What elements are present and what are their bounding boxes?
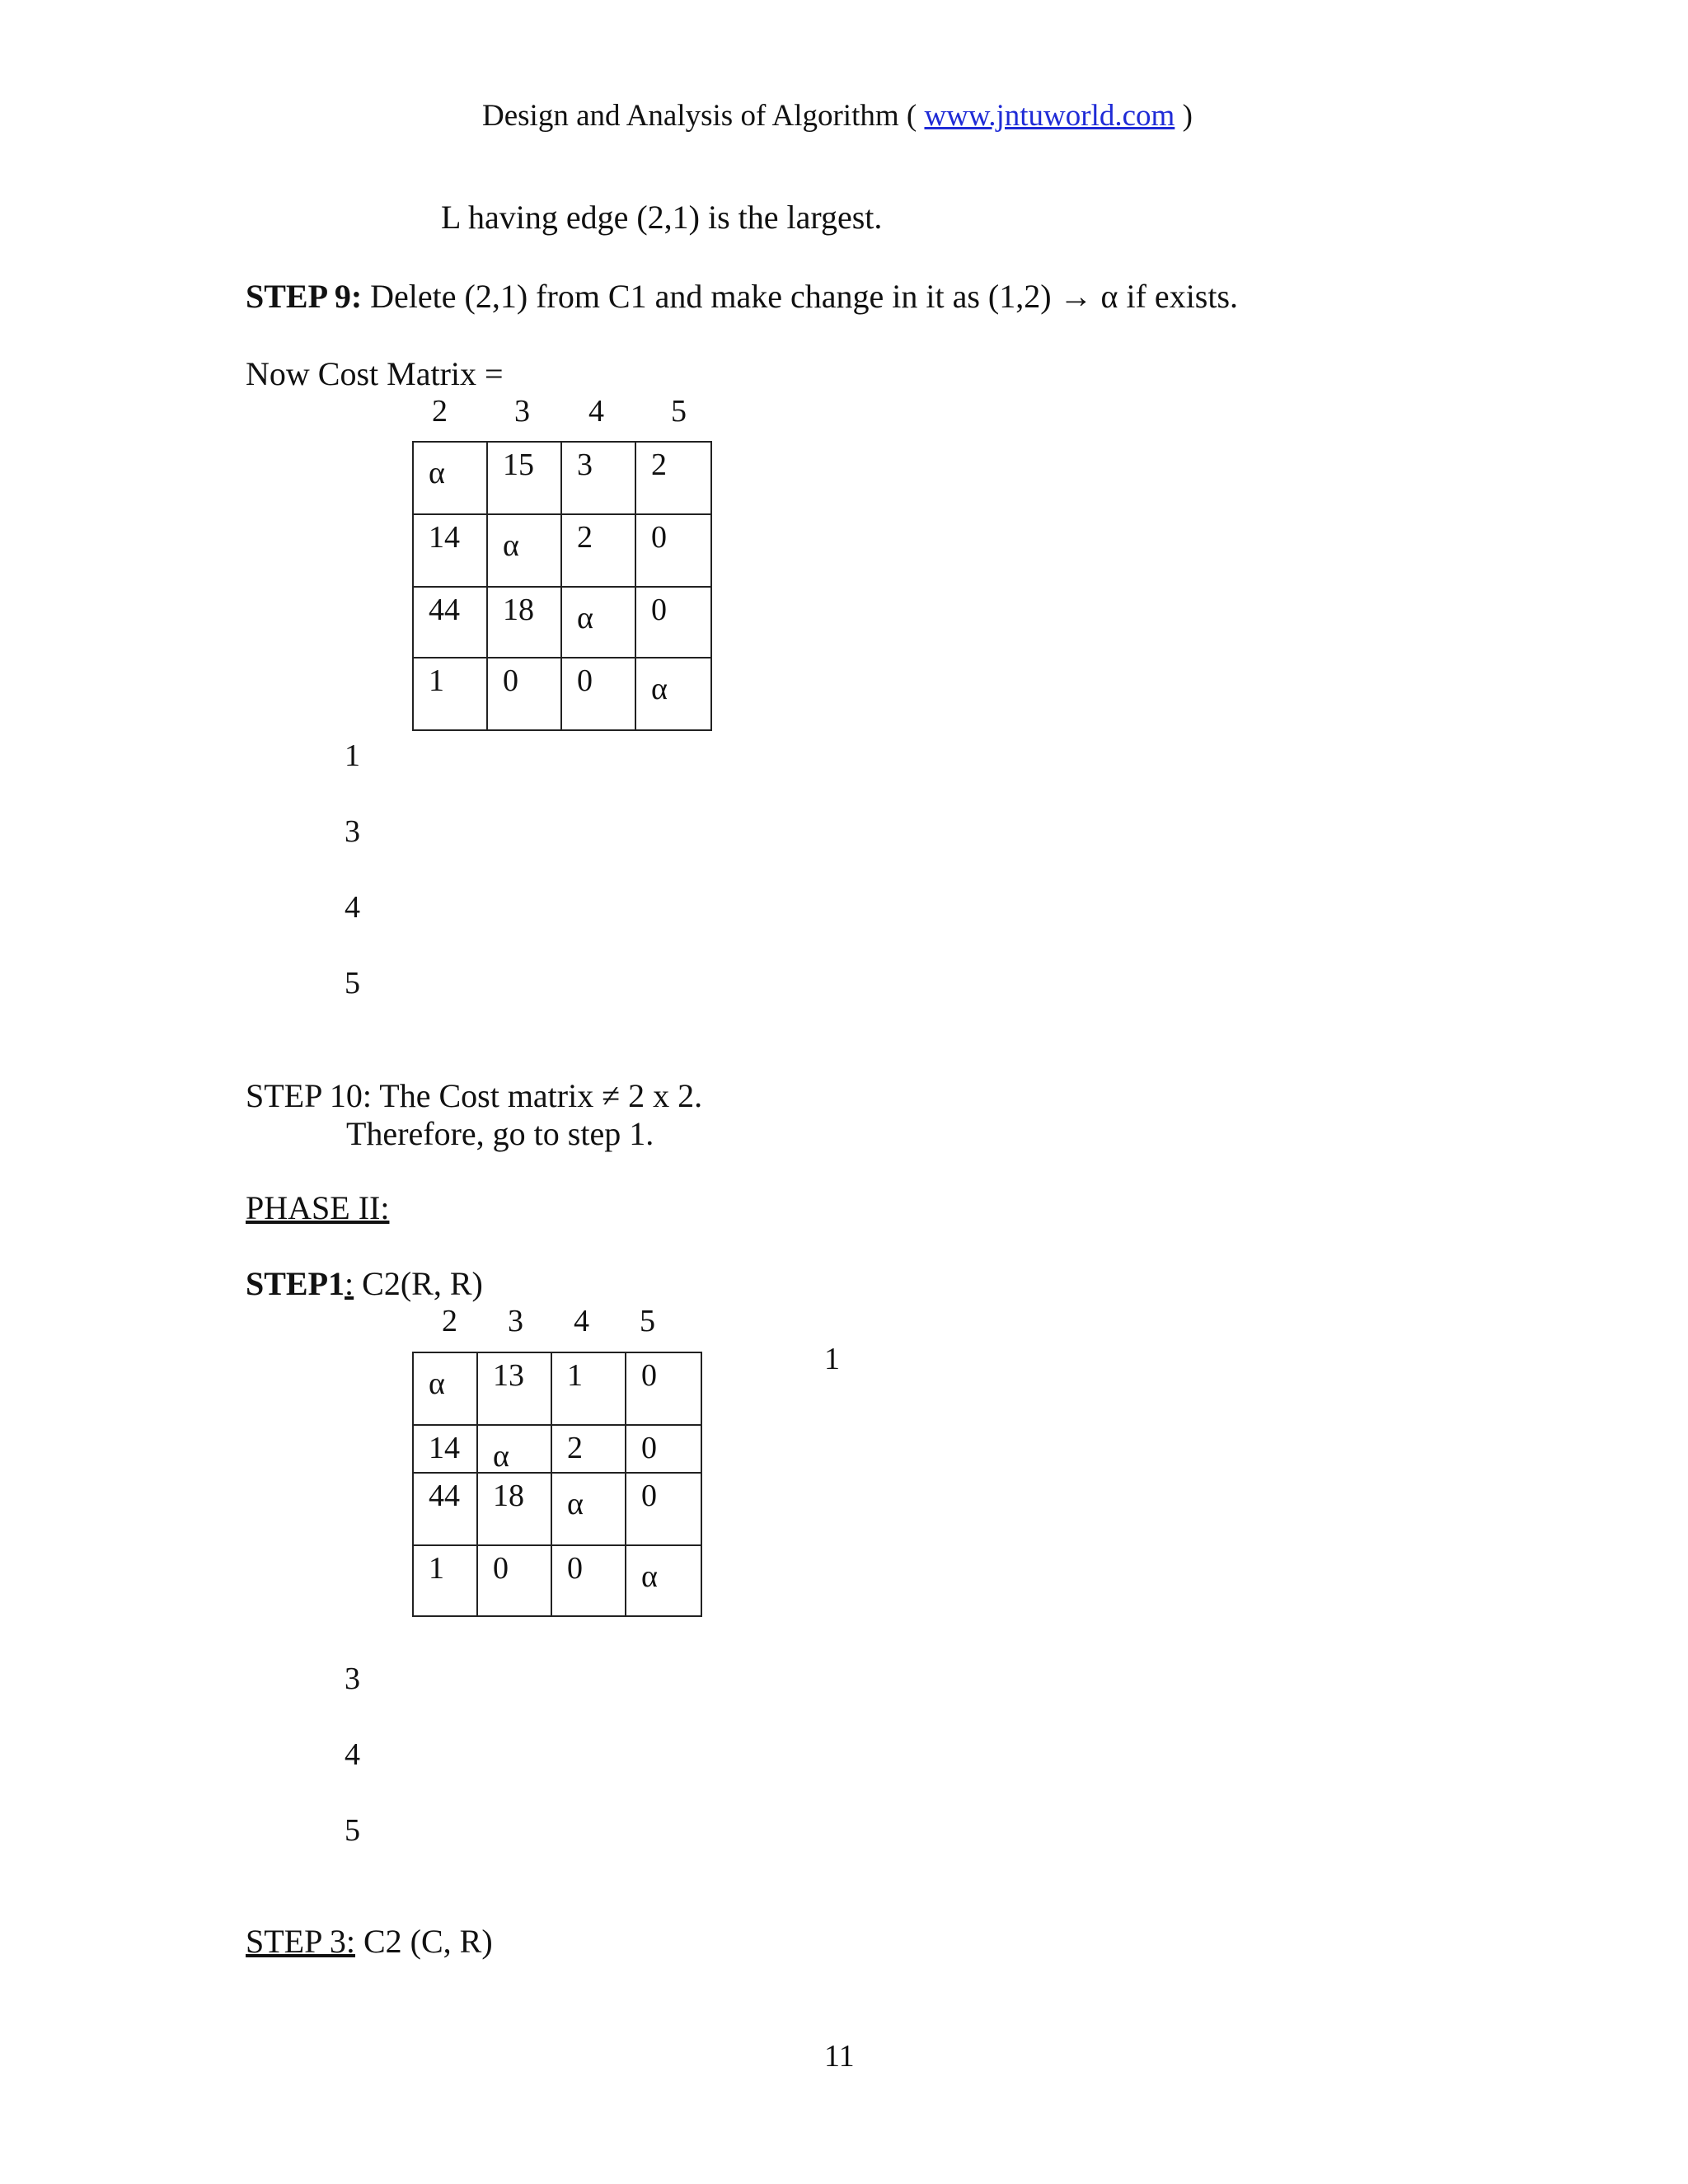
matrix2-cell: 0 [626,1425,701,1473]
header-title-prefix: Design and Analysis of Algorithm ( [482,99,925,133]
step1-text: C2(R, R) [354,1265,483,1302]
step9-line [246,280,1238,313]
matrix1-cell: 0 [561,658,635,730]
largest-edge-line: L having edge (2,1) is the largest. [441,199,883,236]
matrix1-cell: 3 [561,442,635,514]
matrix1-cell: 2 [561,514,635,587]
matrix2-cell: 1 [413,1545,477,1616]
step3-line [246,1925,493,1958]
matrix2-cell: 13 [477,1352,551,1425]
header-link[interactable]: www.jntuworld.com [924,99,1175,133]
matrix1-cell: 14 [413,514,487,587]
matrix2-cell: 44 [413,1473,477,1545]
now-cost-matrix-label: Now Cost Matrix = [246,355,504,392]
matrix1-cell: 1 [413,658,487,730]
page-number: 11 [824,2039,855,2074]
matrix2-row-label: 4 [345,1737,360,1772]
step1-colon: : [345,1265,354,1302]
matrix2-col-label: 2 [442,1304,457,1338]
matrix1-col-label: 2 [432,394,448,429]
matrix1-row-label: 5 [345,966,360,1001]
step10-line: STEP 10: The Cost matrix ≠ 2 x 2. [246,1077,703,1114]
matrix1-col-label: 5 [671,394,687,429]
matrix2-cell: 1 [551,1352,626,1425]
matrix1-row-label: 1 [345,738,360,773]
matrix1-cell: 0 [635,514,711,587]
matrix2-side-label: 1 [824,1342,840,1376]
matrix2-col-label: 5 [640,1304,655,1338]
matrix1-cell: 0 [635,587,711,658]
page-header [482,101,1193,131]
cost-matrix-2 [412,1352,702,1617]
matrix1-cell: 15 [487,442,561,514]
matrix1-cell: 0 [487,658,561,730]
matrix1-col-label: 4 [588,394,604,429]
matrix2-cell: 0 [477,1545,551,1616]
matrix1-cell: 2 [635,442,711,514]
matrix1-row-label: 3 [345,814,360,849]
step1-line [246,1265,483,1302]
matrix1-cell: 18 [487,587,561,658]
phase2-heading: PHASE II: [246,1189,390,1226]
matrix1-cell: α [413,442,487,514]
matrix2-cell: α [551,1473,626,1545]
matrix2-cell: 14 [413,1425,477,1473]
matrix1-row-label: 4 [345,890,360,925]
matrix2-row-label: 5 [345,1813,360,1848]
matrix2-cell: α [626,1545,701,1616]
matrix1-cell: α [635,658,711,730]
matrix2-cell: 2 [551,1425,626,1473]
matrix2-cell: 18 [477,1473,551,1545]
matrix2-cell: 0 [626,1352,701,1425]
matrix1-col-label: 3 [514,394,530,429]
matrix1-cell: α [487,514,561,587]
matrix2-col-label: 3 [508,1304,523,1338]
step9-text: Delete (2,1) from C1 and make change in it as (1,2) → α if exists. [362,278,1239,315]
therefore-line: Therefore, go to step 1. [346,1115,654,1152]
step9-label: STEP 9: [246,278,363,315]
matrix2-col-label: 4 [574,1304,589,1338]
matrix2-cell: 0 [551,1545,626,1616]
matrix2-cell: α [477,1425,551,1473]
matrix2-cell: α [413,1352,477,1425]
matrix2-cell: 0 [626,1473,701,1545]
step3-label: STEP 3: [246,1923,355,1960]
matrix2-row-label: 3 [345,1661,360,1696]
matrix1-cell: 44 [413,587,487,658]
step3-text: C2 (C, R) [355,1923,493,1960]
header-title-suffix: ) [1175,99,1193,133]
matrix1-cell: α [561,587,635,658]
cost-matrix-1 [412,441,712,731]
step1-label: STEP1 [246,1265,345,1302]
